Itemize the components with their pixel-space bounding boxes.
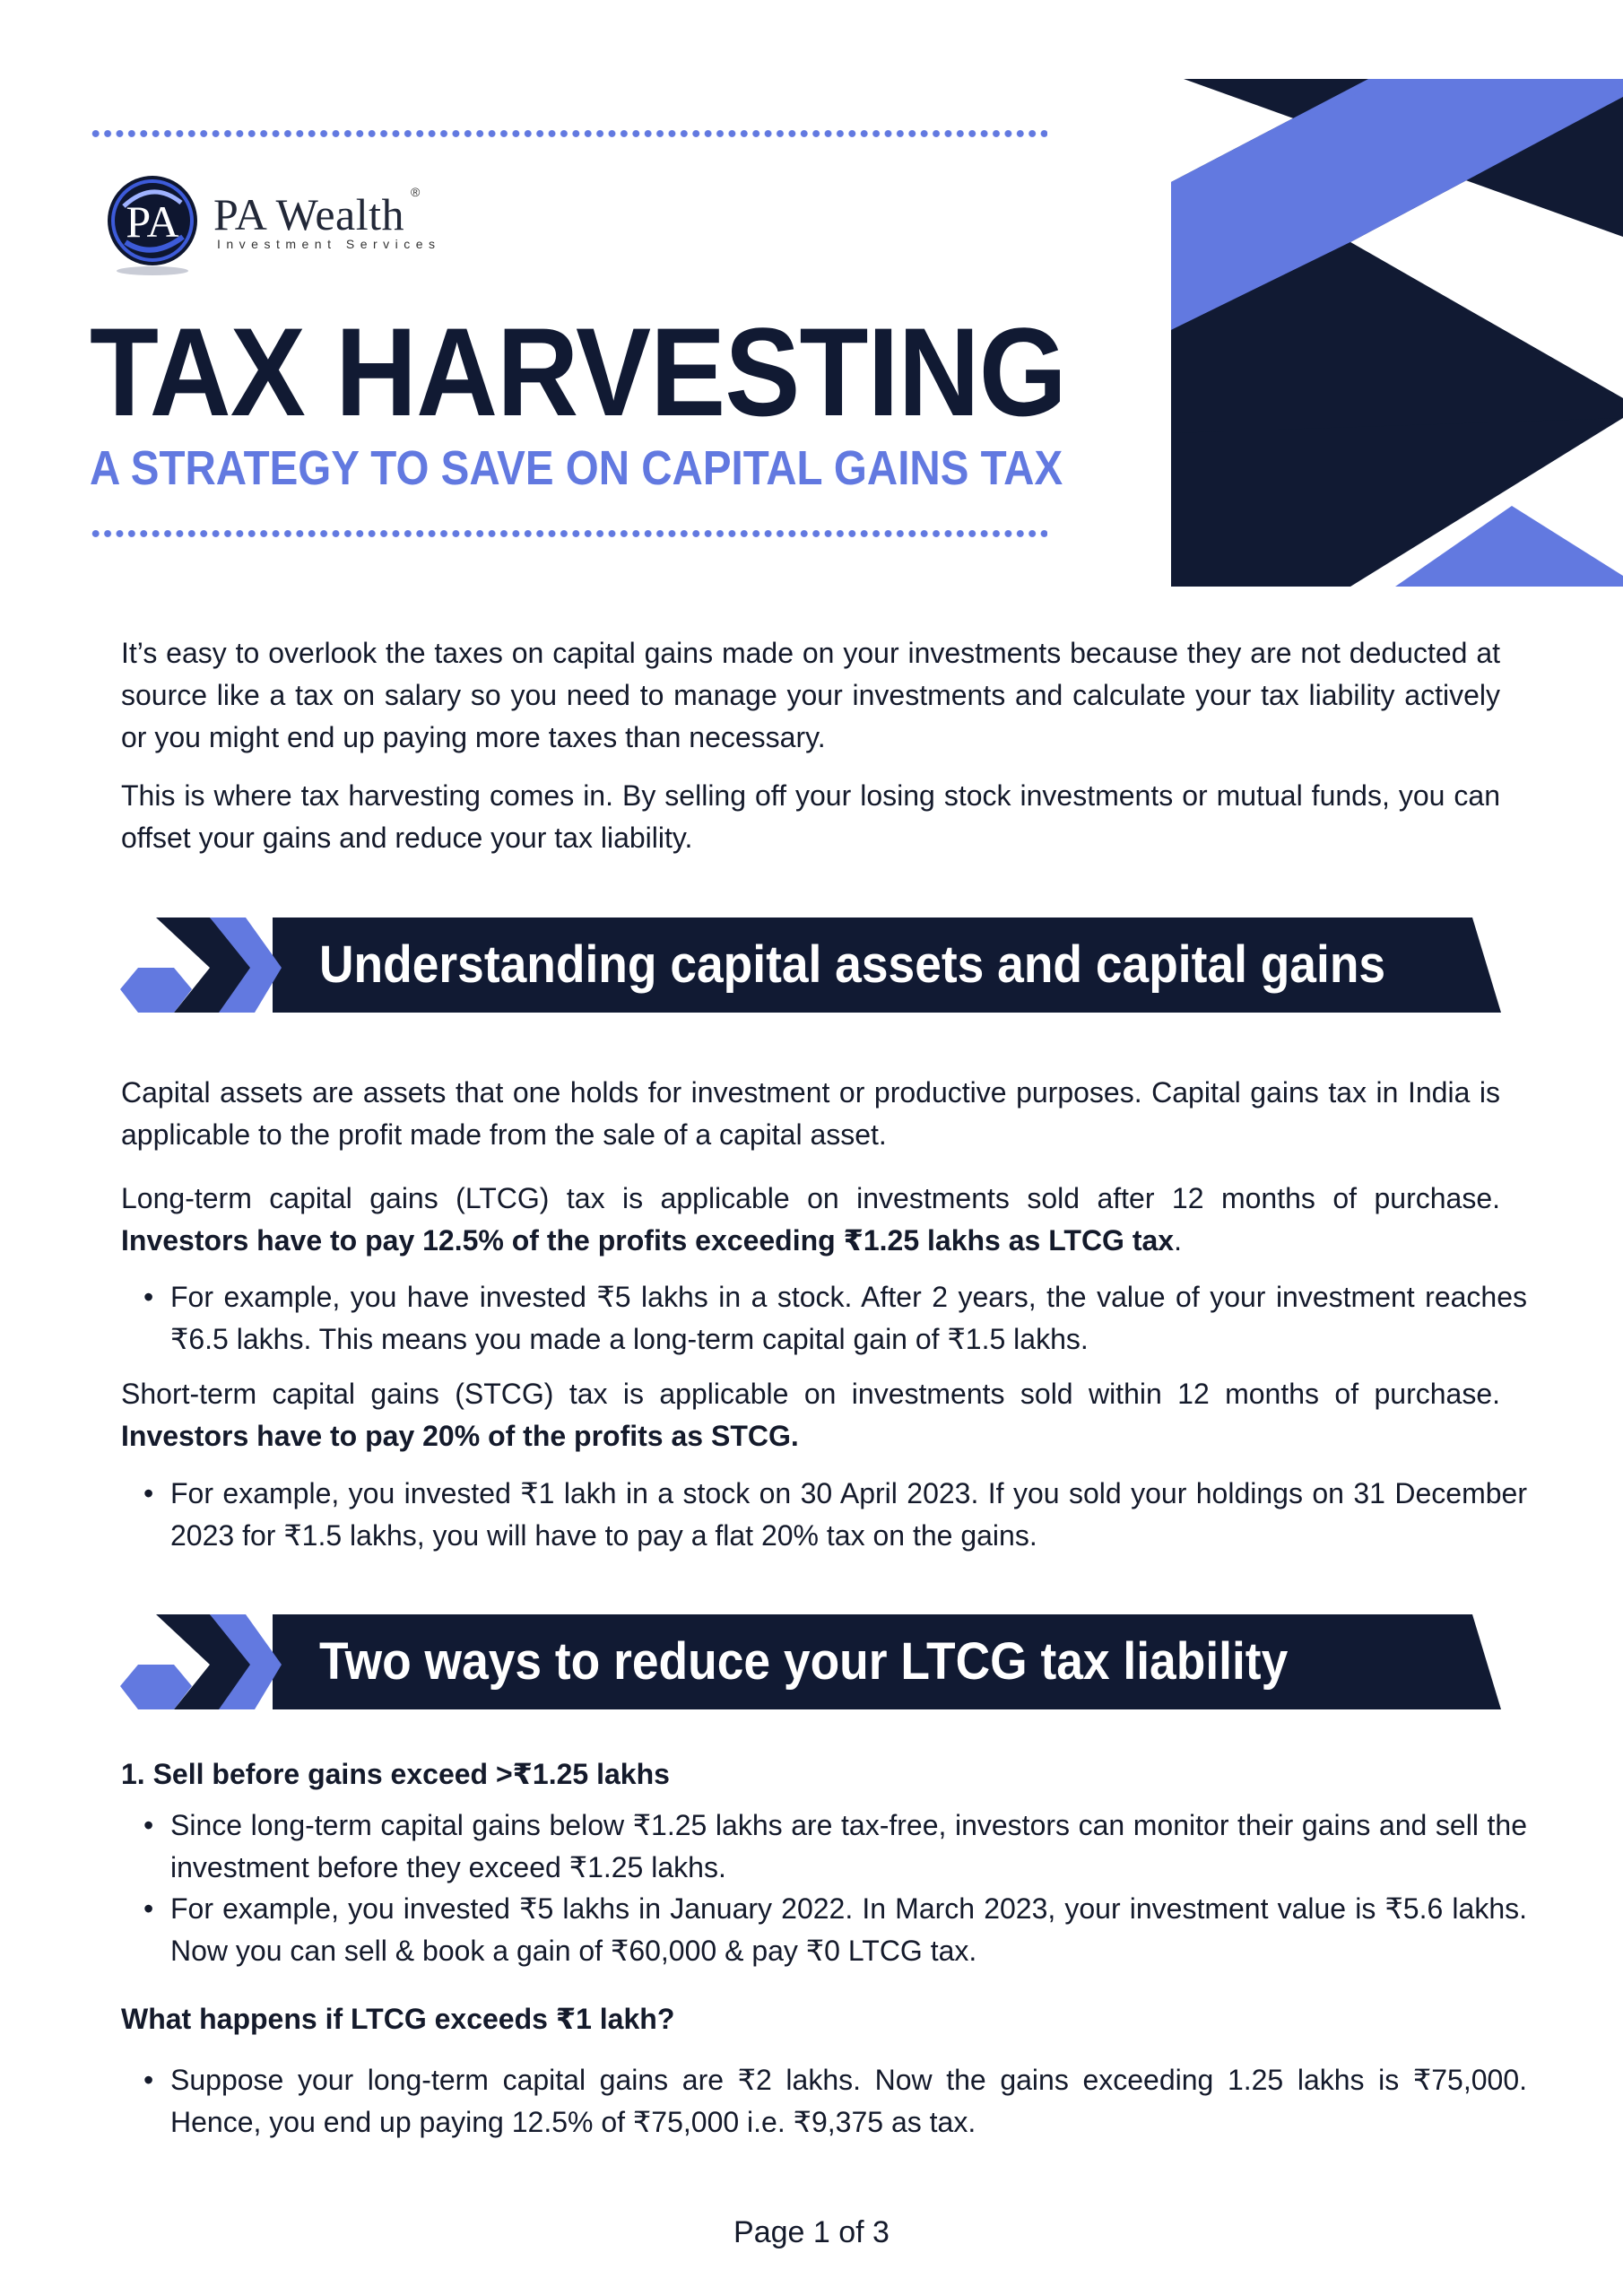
bullet-icon: • — [143, 1477, 154, 1509]
section-banner-capital-gains — [120, 918, 1501, 1013]
capital-assets-paragraph: Capital assets are assets that one holds for investment or productive purposes. Capital gains tax in India is applicable to the profit made from the sale of a capital asset. — [121, 1076, 1500, 1151]
ltcg-paragraph — [121, 1178, 1500, 1262]
stcg-bold-text: Investors have to pay 20% of the profits as STCG. — [121, 1420, 799, 1452]
strategy-1-heading: 1. Sell before gains exceed >₹1.25 lakhs — [121, 1758, 670, 1790]
company-logo — [106, 170, 441, 278]
section-banner-ltcg — [120, 1614, 1501, 1709]
page-title: TAX HARVESTING — [90, 301, 1066, 442]
ltcg-exceeds-bullet — [143, 2059, 1527, 2144]
logo-monogram: PA — [126, 196, 179, 247]
ltcg-bold-text: Investors have to pay 12.5% of the profits exceeding ₹1.25 lakhs as LTCG tax — [121, 1224, 1175, 1257]
bullet-icon: • — [143, 1892, 154, 1925]
corner-chevron-graphic — [1171, 79, 1623, 587]
ltcg-exceeds-heading: What happens if LTCG exceeds ₹1 lakh? — [121, 2003, 675, 2035]
ltcg-example-text: For example, you have invested ₹5 lakhs in a stock. After 2 years, the value of your investment reaches ₹6.5 lakhs. This means you made a long-term capital gain of ₹1.5 lakhs. — [170, 1281, 1527, 1355]
logo-name: PA Wealth — [213, 189, 405, 239]
bottom-dotted-divider — [90, 529, 1047, 538]
stcg-example-bullet — [143, 1473, 1527, 1557]
stcg-example-text: For example, you invested ₹1 lakh in a stock on 30 April 2023. If you sold your holdings on 31 December 2023 for ₹1.5 lakhs, you will have to pay a flat 20% tax on the gains. — [170, 1477, 1527, 1552]
top-dotted-divider — [90, 129, 1047, 138]
strategy-1-bullet-1 — [143, 1805, 1527, 1889]
strategy-1-bullet-2 — [143, 1888, 1527, 1972]
strategy-1-bullet-2-text: For example, you invested ₹5 lakhs in January 2022. In March 2023, your investment value is ₹5.6 lakhs. Now you can sell & book a gain of ₹60,000 & pay ₹0 LTCG tax. — [170, 1892, 1527, 1967]
stcg-text: Short-term capital gains (STCG) tax is applicable on investments sold within 12 months of purchase. — [121, 1378, 1500, 1410]
section-1-heading: Understanding capital assets and capital gains — [319, 935, 1386, 994]
ltcg-text: Long-term capital gains (LTCG) tax is applicable on investments sold after 12 months of purchase. — [121, 1182, 1500, 1214]
section-2-heading: Two ways to reduce your LTCG tax liability — [319, 1632, 1289, 1691]
strategy-1-bullet-1-text: Since long-term capital gains below ₹1.25 lakhs are tax-free, investors can monitor their gains and sell the investment before they exceed ₹1.25 lakhs. — [170, 1809, 1527, 1883]
ltcg-end: . — [1174, 1224, 1182, 1257]
stcg-paragraph — [121, 1373, 1500, 1457]
bullet-icon: • — [143, 1281, 154, 1313]
page-subtitle: A STRATEGY TO SAVE ON CAPITAL GAINS TAX — [90, 441, 1063, 495]
logo-emblem-icon — [106, 170, 204, 278]
bullet-icon: • — [143, 2064, 154, 2096]
intro-paragraph-1: It’s easy to overlook the taxes on capital gains made on your investments because they are not deducted at source like a tax on salary so you need to manage your investments and calculate your tax liability actively or you might end up paying more taxes than necessary. — [121, 637, 1500, 753]
logo-registered-mark: ® — [411, 185, 421, 199]
intro-paragraph-2: This is where tax harvesting comes in. By selling off your losing stock investments or mutual funds, you can offset your gains and reduce your tax liability. — [121, 779, 1500, 854]
logo-tagline: Investment Services — [217, 237, 441, 251]
ltcg-exceeds-bullet-text: Suppose your long-term capital gains are ₹2 lakhs. Now the gains exceeding 1.25 lakhs is ₹75,000. Hence, you end up paying 12.5% of ₹75,000 i.e. ₹9,375 as tax. — [170, 2064, 1527, 2138]
page-number: Page 1 of 3 — [733, 2215, 890, 2249]
bullet-icon: • — [143, 1809, 154, 1841]
ltcg-example-bullet — [143, 1276, 1527, 1361]
